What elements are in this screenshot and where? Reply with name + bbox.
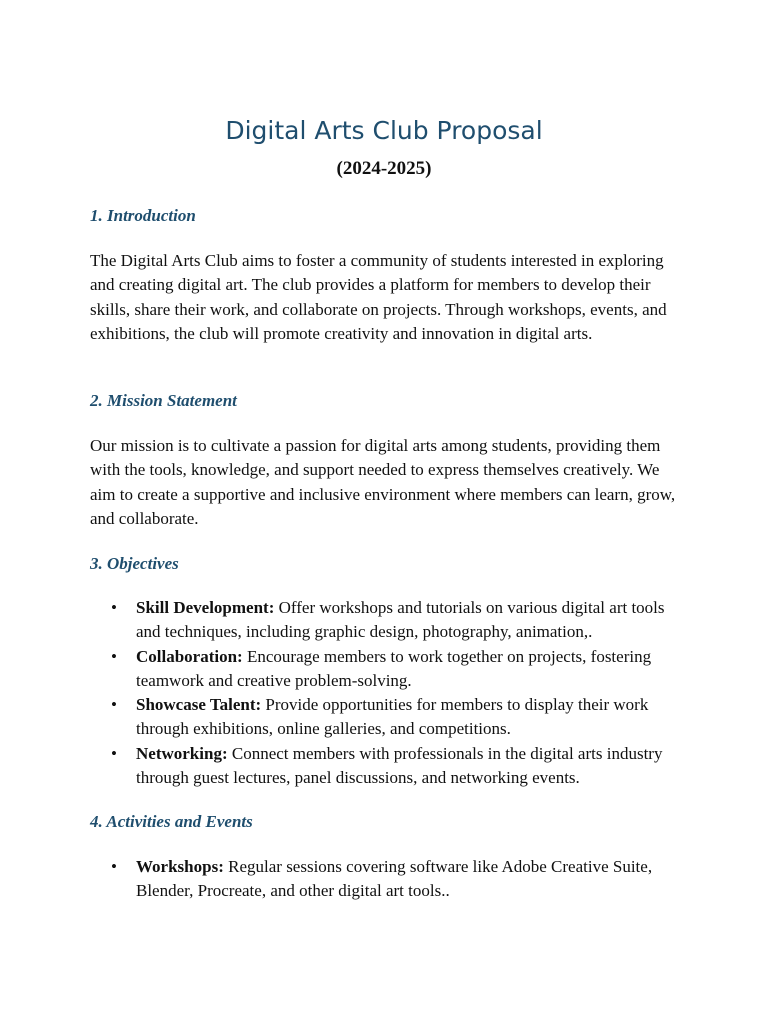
bullet-icon: • — [111, 646, 117, 666]
list-item-label: Networking: — [136, 743, 228, 763]
section-heading-mission-statement: 2. Mission Statement — [90, 391, 237, 410]
bullet-icon: • — [111, 695, 117, 715]
list-item — [111, 693, 682, 742]
section-heading-objectives: 3. Objectives — [90, 554, 179, 573]
list-item — [111, 596, 682, 645]
activities-list — [90, 855, 682, 904]
list-item-text: Regular sessions covering software like Adobe Creative Suite, Blender, Procreate, and other digital art tools.. — [136, 857, 653, 901]
mission-statement-paragraph: Our mission is to cultivate a passion for digital arts among students, providing them with the tools, knowledge, and support needed to express themselves creatively. We aim to create a supportive and inclusive environment where members can learn, grow, and collaborate. — [90, 436, 676, 528]
list-item — [111, 645, 682, 694]
document-subtitle: (2024-2025) — [336, 158, 432, 179]
list-item-label: Showcase Talent: — [136, 695, 262, 715]
list-item — [111, 855, 682, 904]
document-title: Digital Arts Club Proposal — [225, 116, 543, 145]
objectives-list — [90, 596, 682, 790]
list-item — [111, 742, 682, 791]
bullet-icon: • — [111, 598, 117, 617]
list-item-text: Encourage members to work together on projects, fostering teamwork and creative problem-solving. — [136, 646, 652, 690]
list-item-text: Connect members with professionals in the digital arts industry through guest lectures, panel discussions, and networking events. — [136, 743, 663, 788]
introduction-paragraph: The Digital Arts Club aims to foster a community of students interested in exploring and creating digital art. The club provides a platform for members to develop their skills, share their work, and collaborate on projects. Through workshops, events, and exhibitions, the club will promote creativity and innovation in digital arts. — [90, 251, 667, 343]
list-item-label: Collaboration: — [136, 646, 243, 666]
bullet-icon: • — [111, 857, 117, 876]
bullet-icon: • — [111, 743, 117, 763]
list-item-label: Skill Development: — [136, 598, 275, 617]
list-item-label: Workshops: — [136, 857, 224, 876]
section-heading-introduction: 1. Introduction — [90, 206, 196, 225]
section-heading-activities-and-events: 4. Activities and Events — [90, 812, 253, 831]
list-item-text: Offer workshops and tutorials on various digital art tools and techniques, including graphic design, photography, animation,. — [136, 598, 665, 642]
list-item-text: Provide opportunities for members to display their work through exhibitions, online galleries, and competitions. — [136, 695, 649, 739]
